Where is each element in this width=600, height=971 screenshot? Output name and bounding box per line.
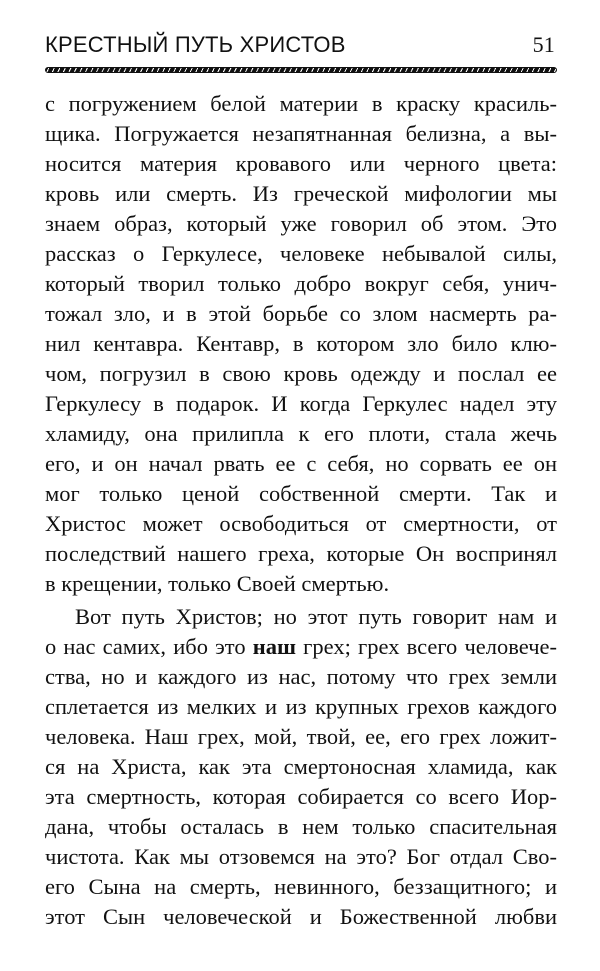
text-line: кровь или смерть. Из греческой мифологии мы bbox=[45, 181, 557, 206]
text-line: хламиду, она прилипла к его плоти, стала жечь bbox=[45, 421, 557, 446]
text-line: чистота. Как мы отзовемся на это? Бог отдал Сво- bbox=[45, 844, 557, 869]
page-number: 51 bbox=[532, 32, 555, 57]
running-title: КРЕСТНЫЙ ПУТЬ ХРИСТОВ bbox=[45, 32, 346, 57]
text-line: его, и он начал рвать ее с себя, но сорвать ее он bbox=[45, 451, 557, 476]
text-line: Геркулесу в подарок. И когда Геркулес надел эту bbox=[45, 391, 557, 416]
text-line: дана, чтобы осталась в нем только спасительная bbox=[45, 814, 557, 839]
text-line: Христос может освободиться от смертности, от bbox=[45, 511, 557, 536]
text-line-with-emphasis bbox=[45, 632, 557, 662]
text-run: о нас самих, ибо это bbox=[45, 634, 253, 659]
text-line: тожал зло, и в этой борьбе со злом насмерть ра- bbox=[45, 301, 557, 326]
decorative-rope-divider bbox=[45, 67, 557, 73]
text-run: грех; грех всего человече- bbox=[296, 634, 557, 659]
text-line: знаем образ, который уже говорил об этом. Это bbox=[45, 211, 557, 236]
text-line: в крещении, только Своей смертью. bbox=[45, 571, 390, 596]
text-line: который творил только добро вокруг себя, унич- bbox=[45, 271, 557, 296]
text-line: его Сына на смерть, невинного, беззащитного; и bbox=[45, 874, 557, 899]
text-line: этот Сын человеческой и Божественной любви bbox=[45, 904, 557, 929]
text-line: с погружением белой материи в краску красиль- bbox=[45, 91, 557, 116]
text-line: ства, но и каждого из нас, потому что грех земли bbox=[45, 664, 557, 689]
text-line: мог только ценой собственной смерти. Так и bbox=[45, 481, 557, 506]
paragraph-2 bbox=[45, 602, 557, 932]
emphasis-word: наш bbox=[252, 634, 296, 659]
text-line: Вот путь Христов; но этот путь говорит нам и bbox=[75, 604, 557, 629]
text-line: эта смертность, которая собирается со всего Иор- bbox=[45, 784, 557, 809]
text-line: носится материя кровавого или черного цвета: bbox=[45, 151, 557, 176]
body-text bbox=[45, 89, 557, 932]
text-line: щика. Погружается незапятнанная белизна, а вы- bbox=[45, 121, 557, 146]
text-line: человека. Наш грех, мой, твой, ее, его грех ложит- bbox=[45, 724, 557, 749]
text-line: нил кентавра. Кентавр, в котором зло било клю- bbox=[45, 331, 557, 356]
paragraph-1 bbox=[45, 89, 557, 599]
text-line: сплетается из мелких и из крупных грехов каждого bbox=[45, 694, 557, 719]
book-page bbox=[45, 0, 557, 971]
running-head bbox=[45, 24, 557, 56]
text-line: последствий нашего греха, которые Он воспринял bbox=[45, 541, 557, 566]
text-line: рассказ о Геркулесе, человеке небывалой силы, bbox=[45, 241, 557, 266]
text-line: ся на Христа, как эта смертоносная хламида, как bbox=[45, 754, 557, 779]
text-line: чом, погрузил в свою кровь одежду и послал ее bbox=[45, 361, 557, 386]
